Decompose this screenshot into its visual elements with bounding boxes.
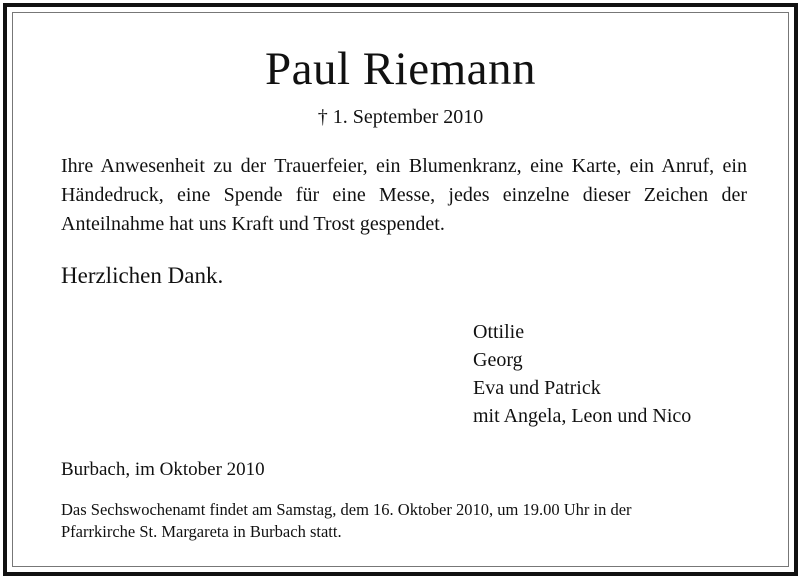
signature-line: Georg [473, 349, 523, 371]
mass-announcement: Das Sechswochenamt findet am Samstag, dem 16. Oktober 2010, um 19.00 Uhr in der Pfarrkirche St. Margareta in Burbach statt. [61, 500, 632, 541]
place-date: Burbach, im Oktober 2010 [61, 459, 265, 480]
death-date: † 1. September 2010 [317, 106, 484, 128]
signature-list [473, 318, 691, 430]
deceased-name: Paul Riemann [265, 43, 536, 95]
thank-you-paragraph: Ihre Anwesenheit zu der Trauerfeier, ein Blumenkranz, eine Karte, ein Anruf, ein Händedruck, eine Spende für eine Messe, jedes einzelne dieser Zeichen der Anteilnahme hat uns Kraft und Trost gespendet. [61, 155, 747, 235]
obituary-notice [3, 3, 798, 576]
signature-line: mit Angela, Leon und Nico [473, 405, 692, 427]
signature-line: Ottilie [473, 321, 525, 343]
signature-line: Eva und Patrick [473, 377, 601, 399]
thanks-line: Herzlichen Dank. [61, 263, 224, 288]
